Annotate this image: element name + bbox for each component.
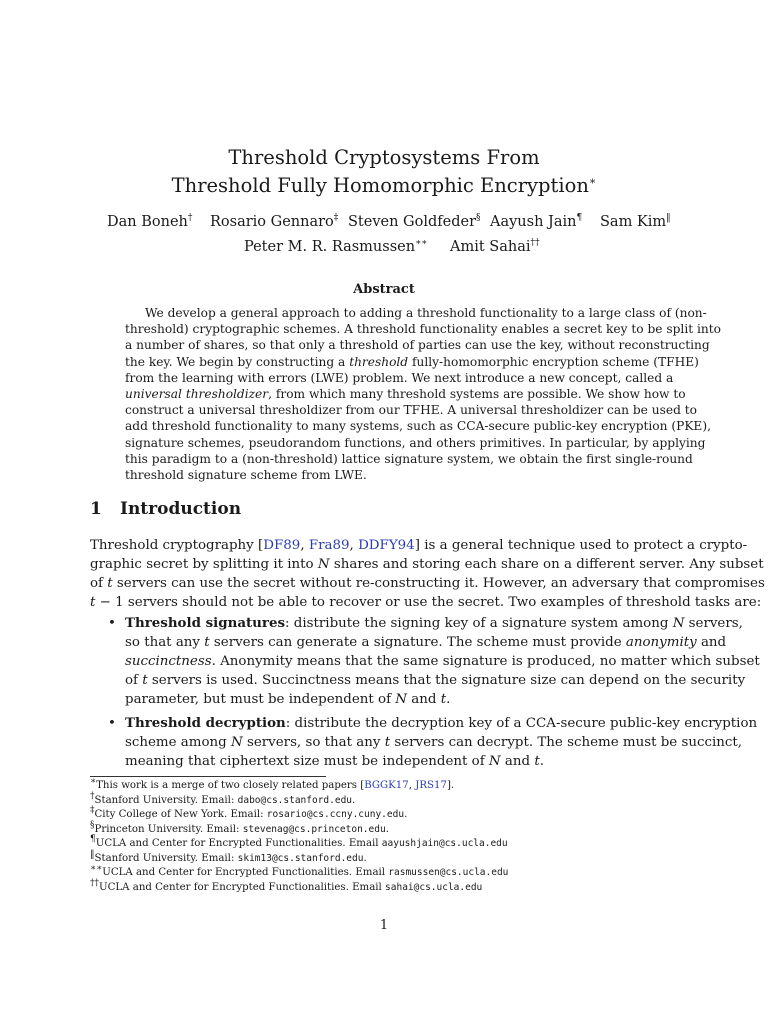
footnote: †Stanford University. Email: dabo@cs.stanford.edu. — [90, 791, 356, 806]
citation-link[interactable]: Fra89 — [308, 538, 350, 553]
email-address: sahai@cs.ucla.edu — [385, 881, 483, 893]
title-footnote-mark: ∗ — [588, 174, 597, 188]
email-address: stevenag@cs.princeton.edu — [242, 823, 386, 835]
citation-link[interactable]: DF89 — [263, 538, 301, 553]
paper-title — [0, 144, 768, 200]
bullet-threshold-decryption: • Threshold decryption: distribute the decryption key of a CCA-secure public-key encryption scheme among N servers, so that any t servers can decrypt. The scheme must be succinct, meaning that ciphertext size must be independent of N and t. — [108, 715, 758, 769]
abstract-body: We develop a general approach to adding a threshold functionality to a large class of (non- threshold) cryptographic schemes. A threshold functionality enables a secret key to be split into a number of shares, so that only a threshold of parties can use the key, without reconstructing the key. We begin by constructing a threshold fully-homomorphic encryption scheme (TFHE) from the learning with errors (LWE) problem. We next introduce a new concept, called a universal thresholdizer, from which many threshold systems are possible. We show how to construct a universal thresholdizer from our TFHE. A universal thresholdizer can be used to add threshold functionality to many systems, such as CCA-secure public-key encryption (PKE), signature schemes, pseudorandom functions, and others primitives. In particular, by applying this paradigm to a (non-threshold) lattice signature system, we obtain the first single-round threshold signature scheme from LWE. — [125, 306, 721, 483]
citation-link[interactable]: JRS17 — [415, 780, 447, 791]
footnote: ††UCLA and Center for Encrypted Functionalities. Email sahai@cs.ucla.edu — [90, 878, 483, 893]
bullet-threshold-signatures: • Threshold signatures: distribute the signing key of a signature system among N servers, so that any t servers can generate a signature. The scheme must provide anonymity and succinctness. Anonymity means that the same signature is produced, no matter which subset of t servers is used. Succinctness means that the signature size can depend on the security parameter, but must be independent of N and t. — [108, 615, 760, 707]
section-heading — [90, 499, 241, 519]
author: Amit Sahai†† — [450, 238, 540, 255]
bullet-icon: • — [108, 616, 116, 631]
author: Sam Kim‖ — [600, 213, 671, 230]
author: Rosario Gennaro‡ — [210, 213, 339, 230]
footnote: §Princeton University. Email: stevenag@cs.princeton.edu. — [90, 820, 389, 835]
author: Dan Boneh† — [107, 213, 193, 230]
citation-link[interactable]: DDFY94 — [358, 538, 415, 553]
email-address: skim13@cs.stanford.edu — [237, 852, 364, 864]
email-address: rasmussen@cs.ucla.edu — [388, 867, 509, 878]
section-number: 1 — [90, 499, 102, 519]
author-list — [0, 214, 768, 264]
intro-paragraph: Threshold cryptography [DF89, Fra89, DDFY94] is a general technique used to protect a crypto- graphic secret by splitting it into N shares and storing each share on a different server. Any subset of t servers can use the secret without re-constructing it. However, an adversary that compromises t − 1 servers should not be able to recover or use the secret. Two examples of threshold tasks are: — [90, 538, 765, 610]
footnote: ¶UCLA and Center for Encrypted Functionalities. Email aayushjain@cs.ucla.edu — [90, 834, 508, 849]
footnote: ∗This work is a merge of two closely related papers [BGGK17, JRS17]. — [90, 776, 455, 791]
footnotes — [90, 776, 509, 895]
citation-link[interactable]: BGGK17 — [364, 780, 409, 791]
footnote: ‡City College of New York. Email: rosario@cs.ccny.cuny.edu. — [90, 805, 408, 820]
email-address: rosario@cs.ccny.cuny.edu — [266, 809, 405, 820]
title-line-2: Threshold Fully Homomorphic Encryption∗ — [171, 174, 597, 197]
email-address: aayushjain@cs.ucla.edu — [381, 838, 508, 849]
section-title: Introduction — [120, 499, 242, 519]
title-line-1: Threshold Cryptosystems From — [228, 146, 540, 169]
author: Aayush Jain¶ — [490, 213, 583, 230]
footnote: ‖Stanford University. Email: skim13@cs.stanford.edu. — [90, 849, 367, 864]
footnote-divider — [90, 776, 326, 777]
page-number: 1 — [379, 918, 389, 933]
abstract-heading: Abstract — [353, 282, 415, 297]
footnote: ∗∗UCLA and Center for Encrypted Functionalities. Email rasmussen@cs.ucla.edu — [90, 863, 509, 878]
author: Steven Goldfeder§ — [348, 213, 481, 230]
author: Peter M. R. Rasmussen∗∗ — [244, 238, 428, 255]
email-address: dabo@cs.stanford.edu — [237, 794, 353, 806]
bullet-icon: • — [108, 716, 116, 731]
